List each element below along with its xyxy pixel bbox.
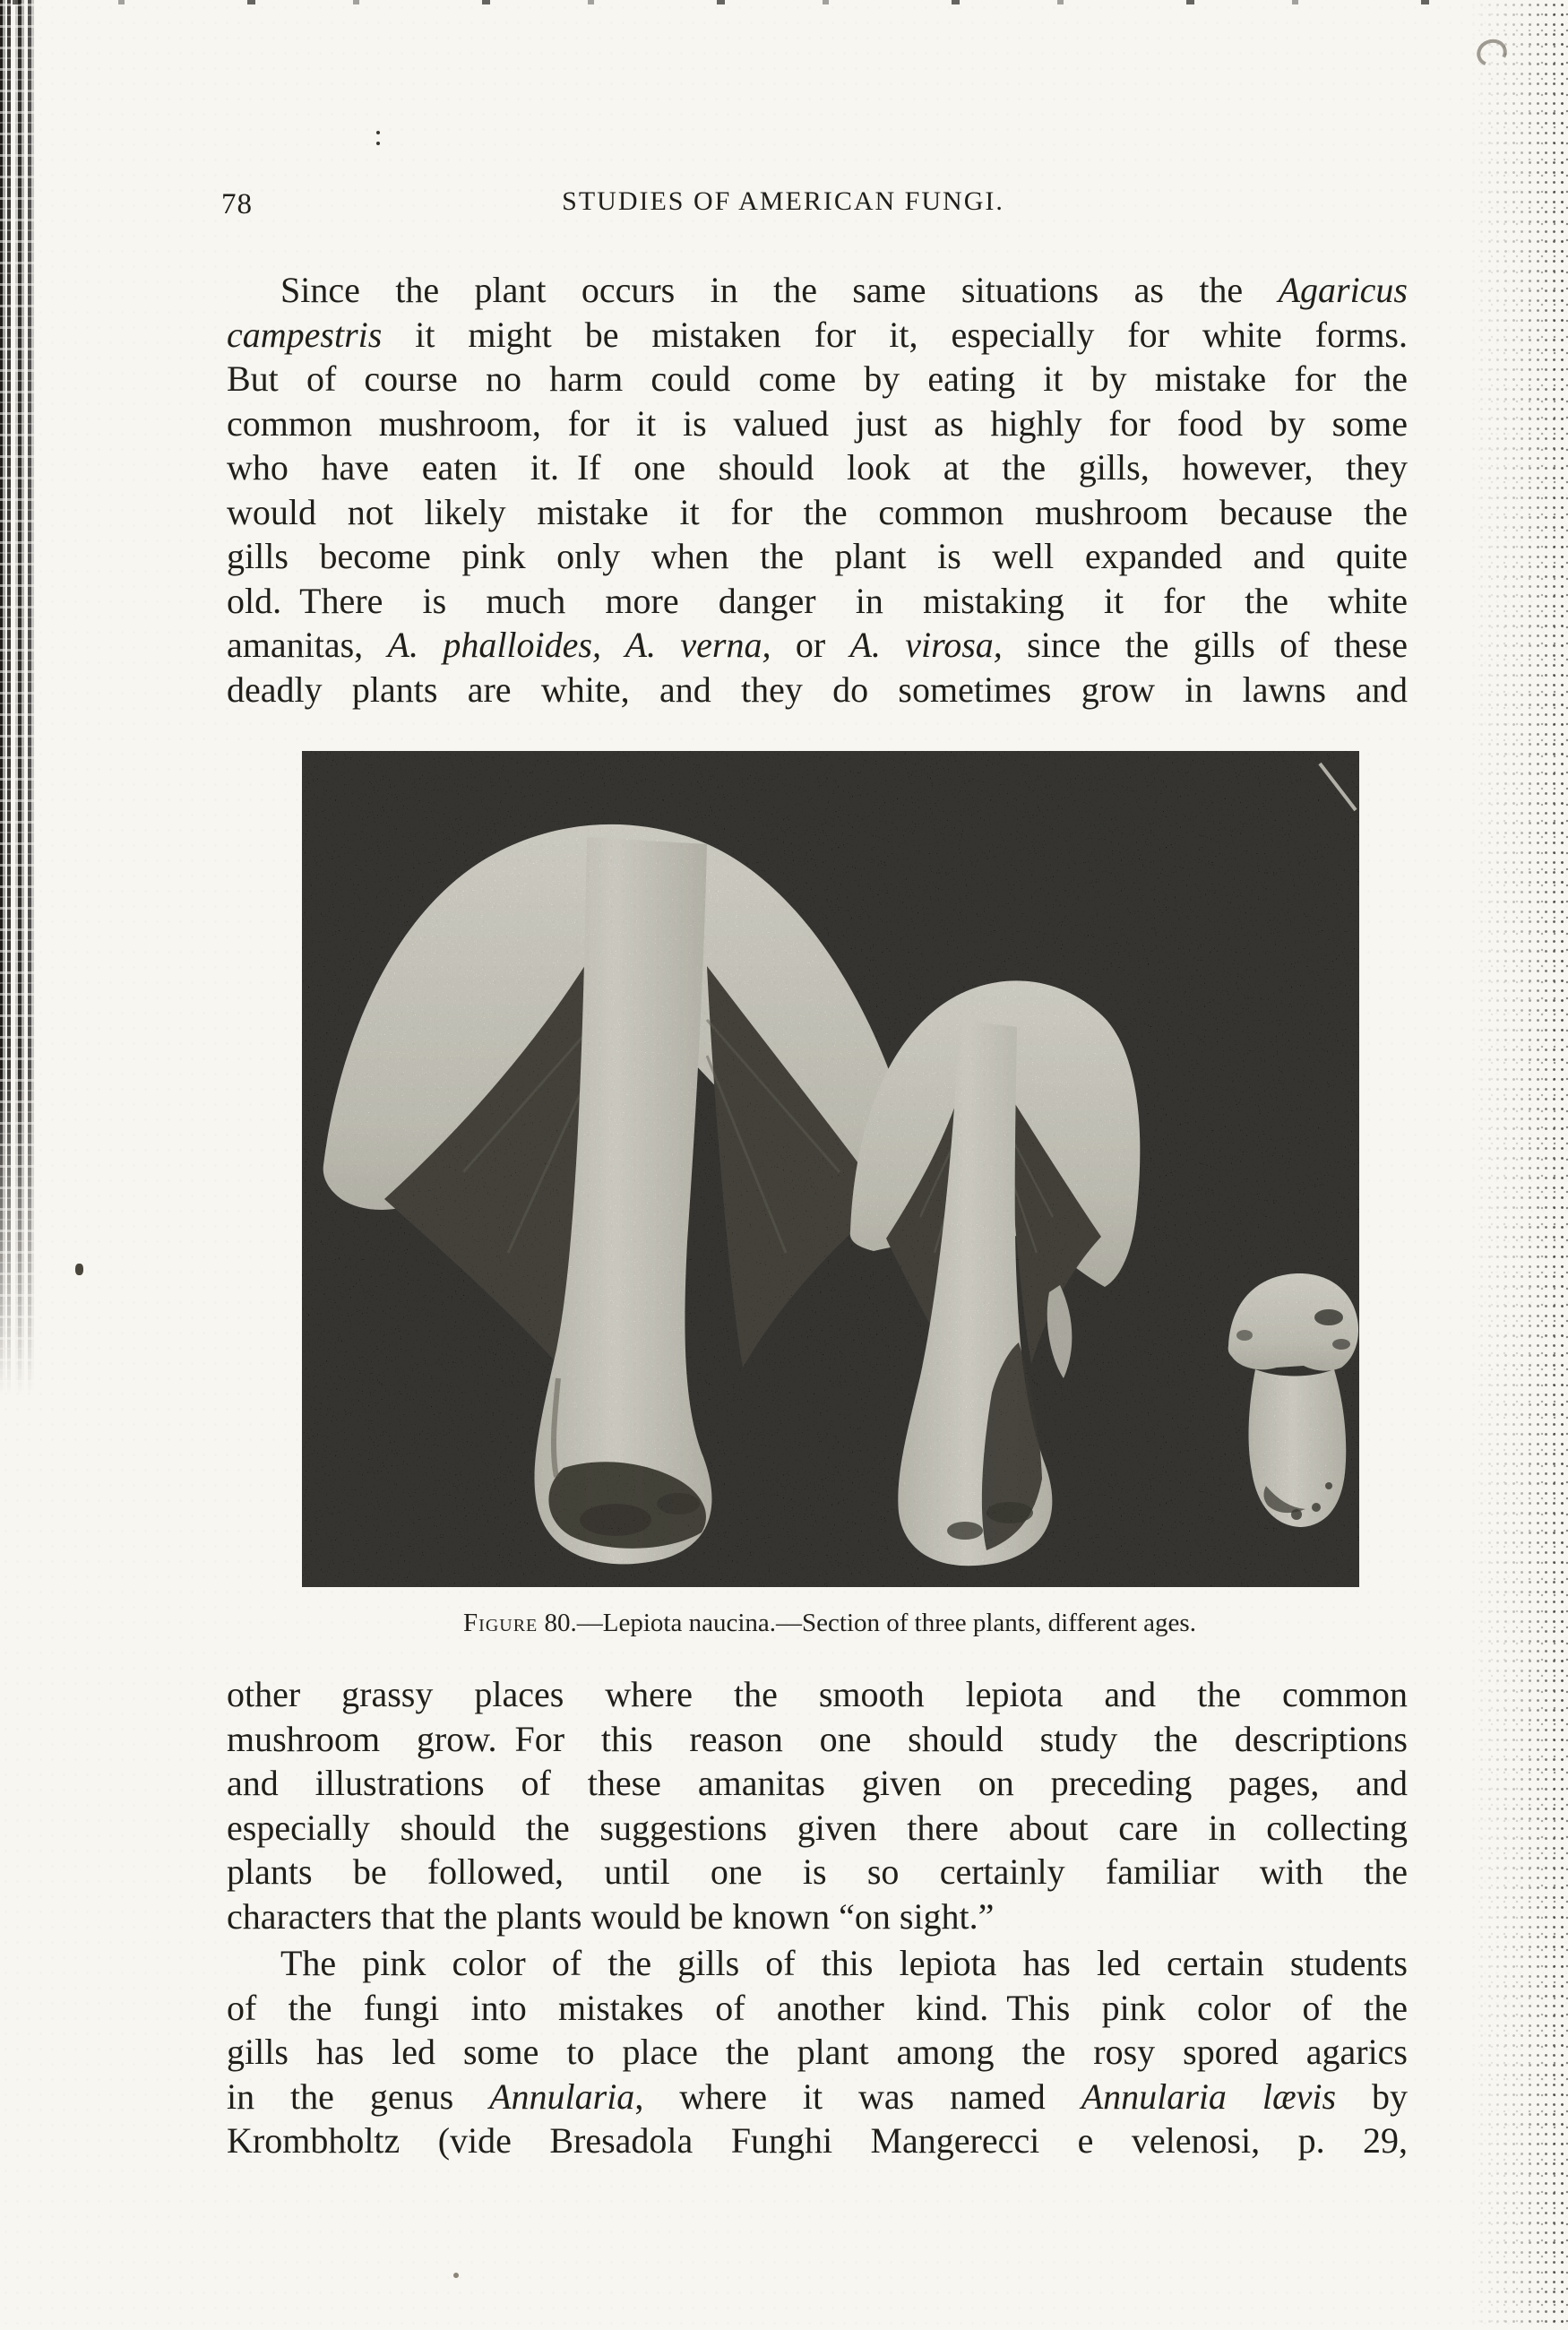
text-run: would not likely mistake it for the common mushroom because the (227, 491, 1408, 532)
text-run: A. phalloides, A. verna, (387, 625, 771, 665)
text-run: who have eaten it. If one should look at the gills, however, they (227, 447, 1408, 488)
text-line (227, 668, 1408, 712)
text-line (227, 623, 1408, 668)
figure-photo (302, 751, 1359, 1587)
text-run: A. virosa, (849, 625, 1003, 665)
text-line (227, 1717, 1408, 1762)
text-line (227, 1761, 1408, 1806)
text-run: common mushroom, for it is valued just as highly for food by some (227, 402, 1408, 444)
halftone-grain (302, 751, 1359, 1587)
text-line (227, 579, 1408, 624)
text-line (227, 2075, 1408, 2119)
ink-speck (75, 1264, 83, 1275)
text-run: of the fungi into mistakes of another kind. This pink color of the (227, 1987, 1408, 2028)
text-line (227, 2119, 1408, 2163)
text-run: especially should the suggestions given there about care in collecting (227, 1807, 1408, 1848)
body-paragraph (227, 268, 1408, 712)
text-run: Annularia (489, 2075, 635, 2117)
body-paragraph (227, 1941, 1408, 2163)
text-run: or (771, 625, 850, 665)
text-line (227, 268, 1408, 313)
text-run: and illustrations of these amanitas given on preceding pages, and (227, 1763, 1408, 1803)
text-line (227, 1986, 1408, 2031)
text-line (227, 313, 1408, 358)
text-run: Figure (463, 1609, 538, 1637)
text-line (227, 1894, 1408, 1939)
ink-speck (453, 2273, 459, 2278)
text-run: gills become pink only when the plant is well expanded and quite (227, 536, 1408, 576)
figure-caption (242, 1609, 1417, 1638)
text-run: characters that the plants would be known “on sight.” (227, 1895, 995, 1937)
text-run: The pink color of the gills of this lepiota has led certain students (280, 1943, 1408, 1983)
binding-shadow (0, 0, 39, 1412)
text-line (227, 445, 1408, 490)
text-run: , where it was named (634, 2075, 1081, 2117)
text-line (227, 1941, 1408, 1986)
text-run: in the genus (227, 2075, 490, 2117)
text-run: gills has led some to place the plant among the rosy spored agarics (227, 2032, 1408, 2072)
text-run: mushroom grow. For this reason one should study the descriptions (227, 1718, 1408, 1759)
text-run: But of course no harm could come by eating it by mistake for the (227, 358, 1408, 399)
text-line (227, 1806, 1408, 1851)
text-run: Annularia lævis (1081, 2075, 1337, 2117)
text-run: other grassy places where the smooth lepiota and the common (227, 1674, 1408, 1714)
text-line (227, 357, 1408, 401)
text-run: plants be followed, until one is so certainly familiar with the (227, 1851, 1408, 1892)
text-run: by (1336, 2075, 1408, 2117)
text-run: campestris (227, 314, 383, 355)
scan-edge-ticks (13, 0, 1527, 4)
page-header (221, 186, 1408, 229)
text-run: 80.—Lepiota naucina.—Section of three plants, different ages. (538, 1609, 1196, 1637)
text-run: Since the plant occurs in the same situations as the (280, 270, 1279, 310)
text-run: Agaricus (1278, 270, 1408, 310)
text-line (227, 490, 1408, 535)
ink-speck (376, 131, 380, 134)
text-run: it might be mistaken for it, especially for white forms. (382, 314, 1408, 355)
text-line (227, 534, 1408, 579)
text-run: old. There is much more danger in mistaking it for the white (227, 580, 1408, 621)
text-line (227, 2030, 1408, 2075)
text-line (227, 401, 1408, 446)
text-run: deadly plants are white, and they do sometimes grow in lawns and (227, 669, 1408, 710)
text-run: Krombholtz (vide Bresadola Funghi Mangerecci e velenosi, p. 29, (227, 2120, 1408, 2161)
text-line (227, 1672, 1408, 1717)
page-number: 78 (221, 188, 253, 220)
mushroom-photo (302, 751, 1359, 1587)
page-edge-noise (1469, 0, 1568, 2330)
running-title: STUDIES OF AMERICAN FUNGI. (562, 186, 1004, 216)
text-run: amanitas, (227, 625, 388, 665)
body-paragraph (227, 1672, 1408, 1938)
text-run: since the gills of these (1002, 625, 1409, 665)
text-line (227, 1850, 1408, 1894)
